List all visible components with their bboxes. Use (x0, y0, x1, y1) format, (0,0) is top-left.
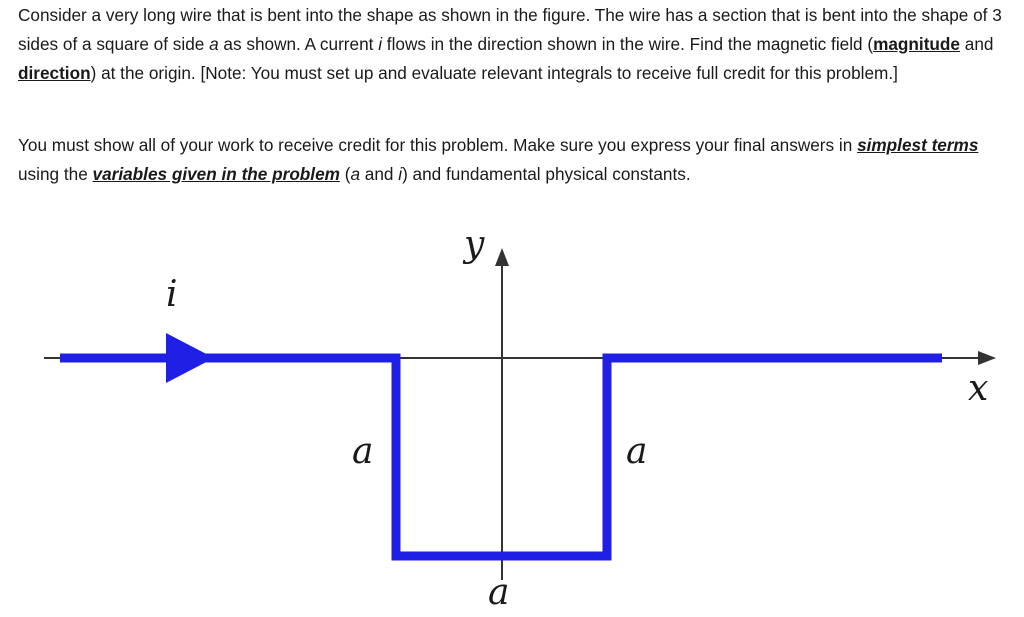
simplest-terms-emphasis: simplest terms (857, 135, 979, 155)
y-axis-arrowhead (495, 248, 509, 266)
magnitude-emphasis: magnitude (873, 34, 960, 54)
problem-statement: Consider a very long wire that is bent into the shape as shown in the figure. The wire has a section that is bent into the shape of 3 sides of a square of side a as shown. A current i flows in the direction shown in the wire. Find the magnetic field (magnitude and direction) at the origin. [Note: You must set up and evaluate relevant integrals to receive full credit for this problem.] (18, 5, 1002, 83)
right-side-label: a (626, 431, 648, 472)
bottom-side-label: a (488, 572, 510, 613)
instructions: You must show all of your work to receive credit for this problem. Make sure you express your final answers in simplest terms using the variables given in the problem (a and i) and fundamental physical constants. (18, 135, 979, 184)
x-axis-label: x (968, 368, 989, 409)
left-side-label: a (352, 431, 374, 472)
y-axis-label: y (464, 224, 485, 265)
variables-emphasis: variables given in the problem (92, 164, 340, 184)
direction-emphasis: direction (18, 63, 91, 83)
current-label: i (166, 274, 178, 315)
current-direction-arrow (166, 333, 214, 383)
x-axis-arrowhead (978, 351, 996, 365)
